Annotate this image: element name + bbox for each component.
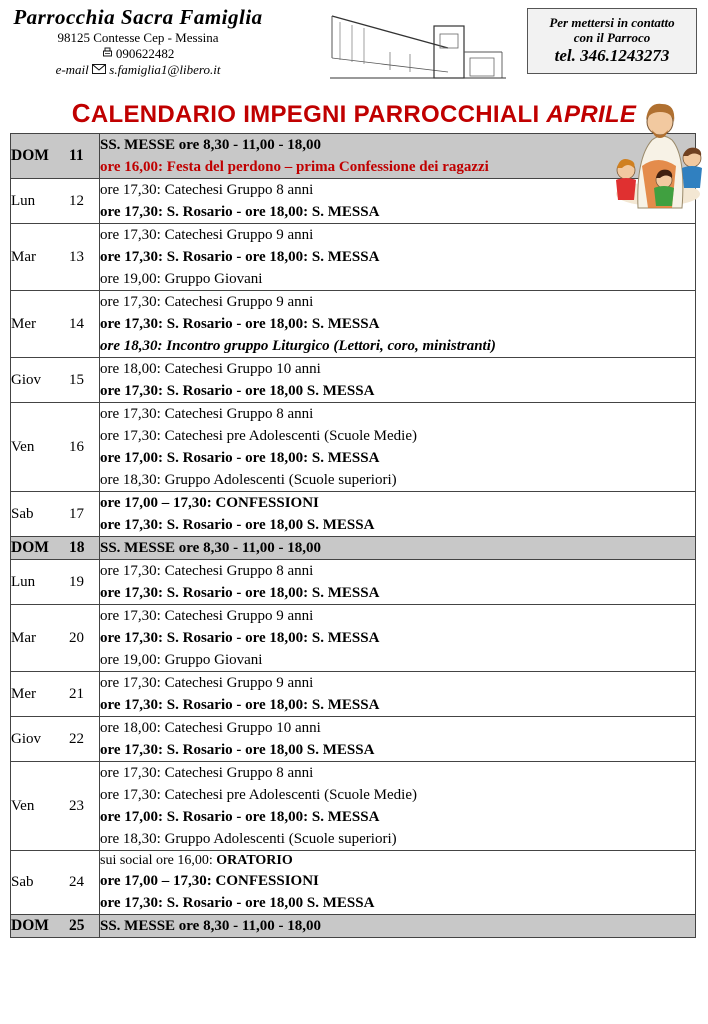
event-text: SS. MESSE ore 8,30 - 11,00 - 18,00 <box>100 137 321 153</box>
parish-email[interactable]: s.famiglia1@libero.it <box>109 62 221 77</box>
event-text: ore 17,30: Catechesi Gruppo 8 anni <box>100 765 314 781</box>
event-line <box>100 627 695 649</box>
calendar-row <box>11 358 696 403</box>
event-text: ore 17,30: Catechesi Gruppo 9 anni <box>100 294 314 310</box>
title-initial: C <box>71 98 91 128</box>
calendar-table <box>10 133 696 938</box>
event-text: ore 17,30: S. Rosario - ore 18,00: S. MESSA <box>100 249 380 265</box>
day-number: 16 <box>69 438 84 455</box>
event-line <box>100 828 695 850</box>
event-text: ore 17,30: Catechesi Gruppo 8 anni <box>100 182 314 198</box>
event-text: ore 18,30: Incontro gruppo Liturgico (Lettori, coro, ministranti) <box>100 338 496 354</box>
day-name: Sab <box>11 505 34 522</box>
day-name: Sab <box>11 874 34 890</box>
event-line <box>100 537 695 559</box>
contact-line1: Per mettersi in contatto <box>549 15 675 30</box>
event-line <box>100 335 695 357</box>
event-line <box>100 156 695 178</box>
day-number: 22 <box>69 730 84 747</box>
day-name: Lun <box>11 192 36 209</box>
event-line <box>100 313 695 335</box>
day-number: 18 <box>69 539 85 556</box>
page-header <box>0 0 708 90</box>
calendar-row <box>11 605 696 672</box>
event-line <box>100 717 695 739</box>
day-number: 11 <box>69 147 84 164</box>
event-text: ore 17,30: S. Rosario - ore 18,00: S. MESSA <box>100 204 380 220</box>
event-text: ore 17,30: Catechesi Gruppo 8 anni <box>100 406 314 422</box>
event-line <box>100 179 695 201</box>
event-line <box>100 784 695 806</box>
event-text: SS. MESSE ore 8,30 - 11,00 - 18,00 <box>100 540 321 556</box>
event-line <box>100 762 695 784</box>
event-text: ore 17,30: Catechesi Gruppo 9 anni <box>100 227 314 243</box>
event-line <box>100 425 695 447</box>
email-label: e-mail <box>55 62 89 77</box>
event-line <box>100 806 695 828</box>
calendar-row <box>11 224 696 291</box>
events-cell <box>100 492 696 537</box>
events-cell <box>100 224 696 291</box>
event-text: ore 17,00 – 17,30: CONFESSIONI <box>100 873 319 889</box>
event-line <box>100 492 695 514</box>
calendar-row <box>11 851 696 915</box>
day-name: Mer <box>11 315 36 332</box>
fax-phone-icon <box>102 46 116 61</box>
event-line <box>100 268 695 290</box>
event-text: ore 16,00: Festa del perdono – prima Confessione dei ragazzi <box>100 159 489 175</box>
event-text: ore 19,00: Gruppo Giovani <box>100 271 263 287</box>
calendar-row <box>11 134 696 179</box>
calendar-row <box>11 492 696 537</box>
day-cell <box>11 291 100 358</box>
title-month: APRILE <box>546 101 637 128</box>
day-name: DOM <box>11 917 49 934</box>
day-name: DOM <box>11 539 49 556</box>
event-line <box>100 246 695 268</box>
parish-email-line <box>8 62 268 78</box>
event-text: ore 17,30: Catechesi Gruppo 8 anni <box>100 563 314 579</box>
day-cell <box>11 537 100 560</box>
event-text: ore 18,00: Catechesi Gruppo 10 anni <box>100 361 321 377</box>
parish-name: Parrocchia Sacra Famiglia <box>13 5 263 29</box>
events-cell <box>100 403 696 492</box>
day-cell <box>11 762 100 851</box>
event-text: ore 17,00: S. Rosario - ore 18,00: S. MESSA <box>100 809 380 825</box>
event-text: ore 18,30: Gruppo Adolescenti (Scuole superiori) <box>100 472 397 488</box>
event-text: ore 17,30: Catechesi Gruppo 9 anni <box>100 608 314 624</box>
event-text: ore 17,30: S. Rosario - ore 18,00 S. MESSA <box>100 742 375 758</box>
day-name: DOM <box>11 147 49 164</box>
event-text: ore 18,00: Catechesi Gruppo 10 anni <box>100 720 321 736</box>
event-line <box>100 694 695 716</box>
event-line <box>100 605 695 627</box>
jesus-with-children-illustration <box>612 96 708 212</box>
contact-tel[interactable]: tel. 346.1243273 <box>554 46 670 65</box>
calendar-row <box>11 291 696 358</box>
event-text: ore 17,00: S. Rosario - ore 18,00: S. MESSA <box>100 450 380 466</box>
event-line <box>100 403 695 425</box>
day-number: 21 <box>69 685 84 702</box>
day-name: Ven <box>11 438 35 455</box>
parish-address: 98125 Contesse Cep - Messina <box>57 30 219 45</box>
event-line <box>100 380 695 402</box>
day-number: 12 <box>69 192 84 209</box>
day-name: Giov <box>11 371 41 388</box>
contact-line2: con il Parroco <box>573 30 651 45</box>
event-line <box>100 447 695 469</box>
day-cell <box>11 672 100 717</box>
day-number: 19 <box>69 573 84 590</box>
events-cell <box>100 134 696 179</box>
event-line <box>100 649 695 671</box>
event-line <box>100 851 695 870</box>
event-text: ore 17,30: Catechesi pre Adolescenti (Scuole Medie) <box>100 787 417 803</box>
day-cell <box>11 851 100 915</box>
day-name: Mer <box>11 685 36 702</box>
events-cell <box>100 179 696 224</box>
day-number: 14 <box>69 315 84 332</box>
parish-phone-line <box>8 46 268 62</box>
day-cell <box>11 179 100 224</box>
day-cell <box>11 403 100 492</box>
event-text: ore 17,30: S. Rosario - ore 18,00 S. MESSA <box>100 895 375 911</box>
event-line <box>100 582 695 604</box>
event-text: ore 17,30: S. Rosario - ore 18,00: S. MESSA <box>100 697 380 713</box>
day-cell <box>11 134 100 179</box>
day-number: 23 <box>69 797 84 814</box>
day-cell <box>11 915 100 938</box>
event-text: ore 17,30: S. Rosario - ore 18,00 S. MESSA <box>100 517 375 533</box>
event-line <box>100 469 695 491</box>
event-highlight: ORATORIO <box>216 853 293 868</box>
event-line <box>100 134 695 156</box>
event-line <box>100 224 695 246</box>
day-name: Mar <box>11 248 36 265</box>
events-cell <box>100 560 696 605</box>
event-text: SS. MESSE ore 8,30 - 11,00 - 18,00 <box>100 918 321 934</box>
calendar-row <box>11 672 696 717</box>
day-cell <box>11 358 100 403</box>
events-cell <box>100 358 696 403</box>
calendar-row <box>11 560 696 605</box>
day-name: Ven <box>11 797 35 814</box>
event-line <box>100 915 695 937</box>
events-cell <box>100 537 696 560</box>
calendar-row <box>11 762 696 851</box>
event-line <box>100 672 695 694</box>
day-cell <box>11 224 100 291</box>
day-number: 15 <box>69 371 84 388</box>
event-line <box>100 560 695 582</box>
day-cell <box>11 605 100 672</box>
events-cell <box>100 717 696 762</box>
calendar-row <box>11 717 696 762</box>
event-text: ore 17,30: S. Rosario - ore 18,00: S. MESSA <box>100 316 380 332</box>
day-name: Mar <box>11 629 36 646</box>
parish-info <box>8 4 268 78</box>
event-line <box>100 739 695 761</box>
events-cell <box>100 851 696 915</box>
calendar-row <box>11 403 696 492</box>
event-text: ore 17,30: S. Rosario - ore 18,00 S. MESSA <box>100 383 375 399</box>
calendar-row <box>11 537 696 560</box>
event-line <box>100 870 695 892</box>
event-text: sui social ore 16,00: <box>100 853 217 868</box>
church-drawing <box>330 12 506 82</box>
event-line <box>100 358 695 380</box>
title-text: ALENDARIO IMPEGNI PARROCCHIALI <box>90 101 540 128</box>
day-cell <box>11 492 100 537</box>
day-cell <box>11 560 100 605</box>
event-text: ore 17,30: S. Rosario - ore 18,00: S. MESSA <box>100 585 380 601</box>
event-text: ore 17,30: Catechesi Gruppo 9 anni <box>100 675 314 691</box>
events-cell <box>100 605 696 672</box>
contact-box <box>527 8 697 74</box>
events-cell <box>100 915 696 938</box>
page-title <box>0 98 708 129</box>
day-number: 20 <box>69 629 84 646</box>
day-number: 24 <box>69 874 84 890</box>
envelope-icon <box>92 62 109 77</box>
day-number: 25 <box>69 917 85 934</box>
day-number: 13 <box>69 248 84 265</box>
event-line <box>100 514 695 536</box>
parish-phone: 090622482 <box>115 46 175 61</box>
day-name: Lun <box>11 573 36 590</box>
event-line <box>100 201 695 223</box>
event-text: ore 17,00 – 17,30: CONFESSIONI <box>100 495 319 511</box>
events-cell <box>100 672 696 717</box>
day-number: 17 <box>69 505 84 522</box>
calendar-row <box>11 179 696 224</box>
calendar-row <box>11 915 696 938</box>
event-text: ore 18,30: Gruppo Adolescenti (Scuole superiori) <box>100 831 397 847</box>
day-name: Giov <box>11 730 41 747</box>
day-cell <box>11 717 100 762</box>
event-line <box>100 291 695 313</box>
events-cell <box>100 291 696 358</box>
event-text: ore 19,00: Gruppo Giovani <box>100 652 263 668</box>
event-text: ore 17,30: Catechesi pre Adolescenti (Scuole Medie) <box>100 428 417 444</box>
event-text: ore 17,30: S. Rosario - ore 18,00: S. MESSA <box>100 630 380 646</box>
event-line <box>100 892 695 914</box>
events-cell <box>100 762 696 851</box>
